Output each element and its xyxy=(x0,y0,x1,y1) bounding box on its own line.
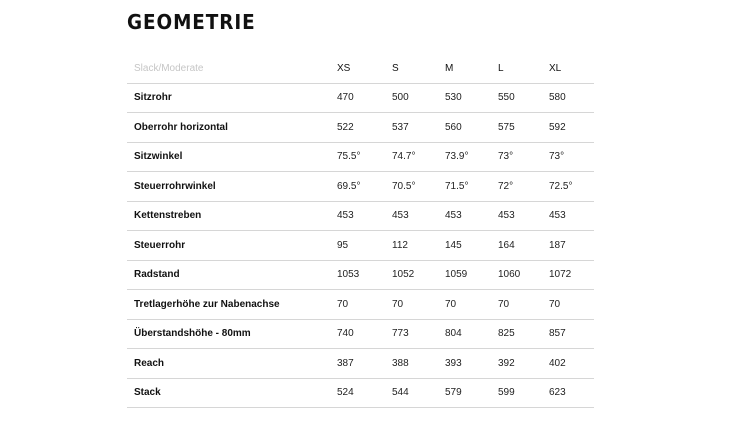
table-cell: 187 xyxy=(549,239,566,251)
table-cell: 1052 xyxy=(392,269,415,281)
table-cell: 524 xyxy=(337,387,354,399)
geometry-variant-label: Slack/Moderate xyxy=(127,54,330,83)
row-label: Überstandshöhe - 80mm xyxy=(134,328,251,340)
table-cell: 73° xyxy=(498,151,514,163)
table-cell: 599 xyxy=(498,387,515,399)
table-cell: 773 xyxy=(392,328,409,340)
size-header: XS xyxy=(330,54,385,83)
table-cell: 1060 xyxy=(498,269,521,281)
table-cell: 1072 xyxy=(549,269,572,281)
table-cell: 69.5° xyxy=(337,180,361,192)
row-label: Tretlagerhöhe zur Nabenachse xyxy=(134,298,280,310)
table-cell: 392 xyxy=(498,357,515,369)
table-row xyxy=(127,349,594,379)
table-cell: 575 xyxy=(498,121,515,133)
table-cell: 393 xyxy=(445,357,462,369)
table-cell: 72° xyxy=(498,180,514,192)
table-cell: 579 xyxy=(445,387,462,399)
table-body xyxy=(127,83,594,408)
table-cell: 70 xyxy=(337,298,349,310)
table-cell: 453 xyxy=(549,210,566,222)
table-cell: 72.5° xyxy=(549,180,573,192)
table-cell: 164 xyxy=(498,239,515,251)
table-cell: 550 xyxy=(498,92,515,104)
row-label: Steuerrohr xyxy=(134,239,186,251)
size-header: S xyxy=(385,54,438,83)
table-cell: 388 xyxy=(392,357,409,369)
table-cell: 453 xyxy=(498,210,515,222)
size-header: M xyxy=(438,54,491,83)
row-label: Oberrohr horizontal xyxy=(134,121,228,133)
table-row xyxy=(127,142,594,172)
table-cell: 75.5° xyxy=(337,151,361,163)
table-cell: 522 xyxy=(337,121,354,133)
table-cell: 500 xyxy=(392,92,409,104)
table-cell: 560 xyxy=(445,121,462,133)
table-cell: 402 xyxy=(549,357,566,369)
table-cell: 530 xyxy=(445,92,462,104)
table-row xyxy=(127,113,594,143)
table-cell: 73° xyxy=(549,151,565,163)
table-row xyxy=(127,83,594,113)
table-row xyxy=(127,172,594,202)
table-row xyxy=(127,378,594,408)
table-cell: 825 xyxy=(498,328,515,340)
row-label: Sitzrohr xyxy=(134,92,172,104)
table-cell: 740 xyxy=(337,328,354,340)
table-cell: 544 xyxy=(392,387,409,399)
row-label: Steuerrohrwinkel xyxy=(134,180,216,192)
table-cell: 537 xyxy=(392,121,409,133)
size-header: XL xyxy=(542,54,594,83)
table-cell: 70 xyxy=(392,298,404,310)
table-cell: 453 xyxy=(392,210,409,222)
table-cell: 804 xyxy=(445,328,462,340)
row-label: Stack xyxy=(134,387,161,399)
table-row xyxy=(127,260,594,290)
page-title: GEOMETRIE xyxy=(127,10,256,34)
table-cell: 71.5° xyxy=(445,180,469,192)
row-label: Reach xyxy=(134,357,165,369)
table-row xyxy=(127,201,594,231)
table-cell: 95 xyxy=(337,239,349,251)
geometry-table xyxy=(127,54,594,408)
table-cell: 73.9° xyxy=(445,151,469,163)
table-cell: 1053 xyxy=(337,269,360,281)
table-cell: 70 xyxy=(549,298,561,310)
table-cell: 592 xyxy=(549,121,566,133)
table-cell: 74.7° xyxy=(392,151,416,163)
table-cell: 70 xyxy=(498,298,510,310)
row-label: Sitzwinkel xyxy=(134,151,183,163)
table-cell: 623 xyxy=(549,387,566,399)
table-cell: 453 xyxy=(445,210,462,222)
table-cell: 387 xyxy=(337,357,354,369)
table-cell: 70 xyxy=(445,298,457,310)
table-cell: 580 xyxy=(549,92,566,104)
table-row xyxy=(127,319,594,349)
table-cell: 857 xyxy=(549,328,566,340)
row-label: Radstand xyxy=(134,269,180,281)
table-cell: 112 xyxy=(392,239,408,251)
table-cell: 470 xyxy=(337,92,354,104)
table-cell: 453 xyxy=(337,210,354,222)
row-label: Kettenstreben xyxy=(134,210,202,222)
table-header-row xyxy=(127,54,594,83)
table-cell: 70.5° xyxy=(392,180,416,192)
table-row xyxy=(127,290,594,320)
table-row xyxy=(127,231,594,261)
table-cell: 145 xyxy=(445,239,462,251)
size-header: L xyxy=(491,54,542,83)
table-cell: 1059 xyxy=(445,269,468,281)
